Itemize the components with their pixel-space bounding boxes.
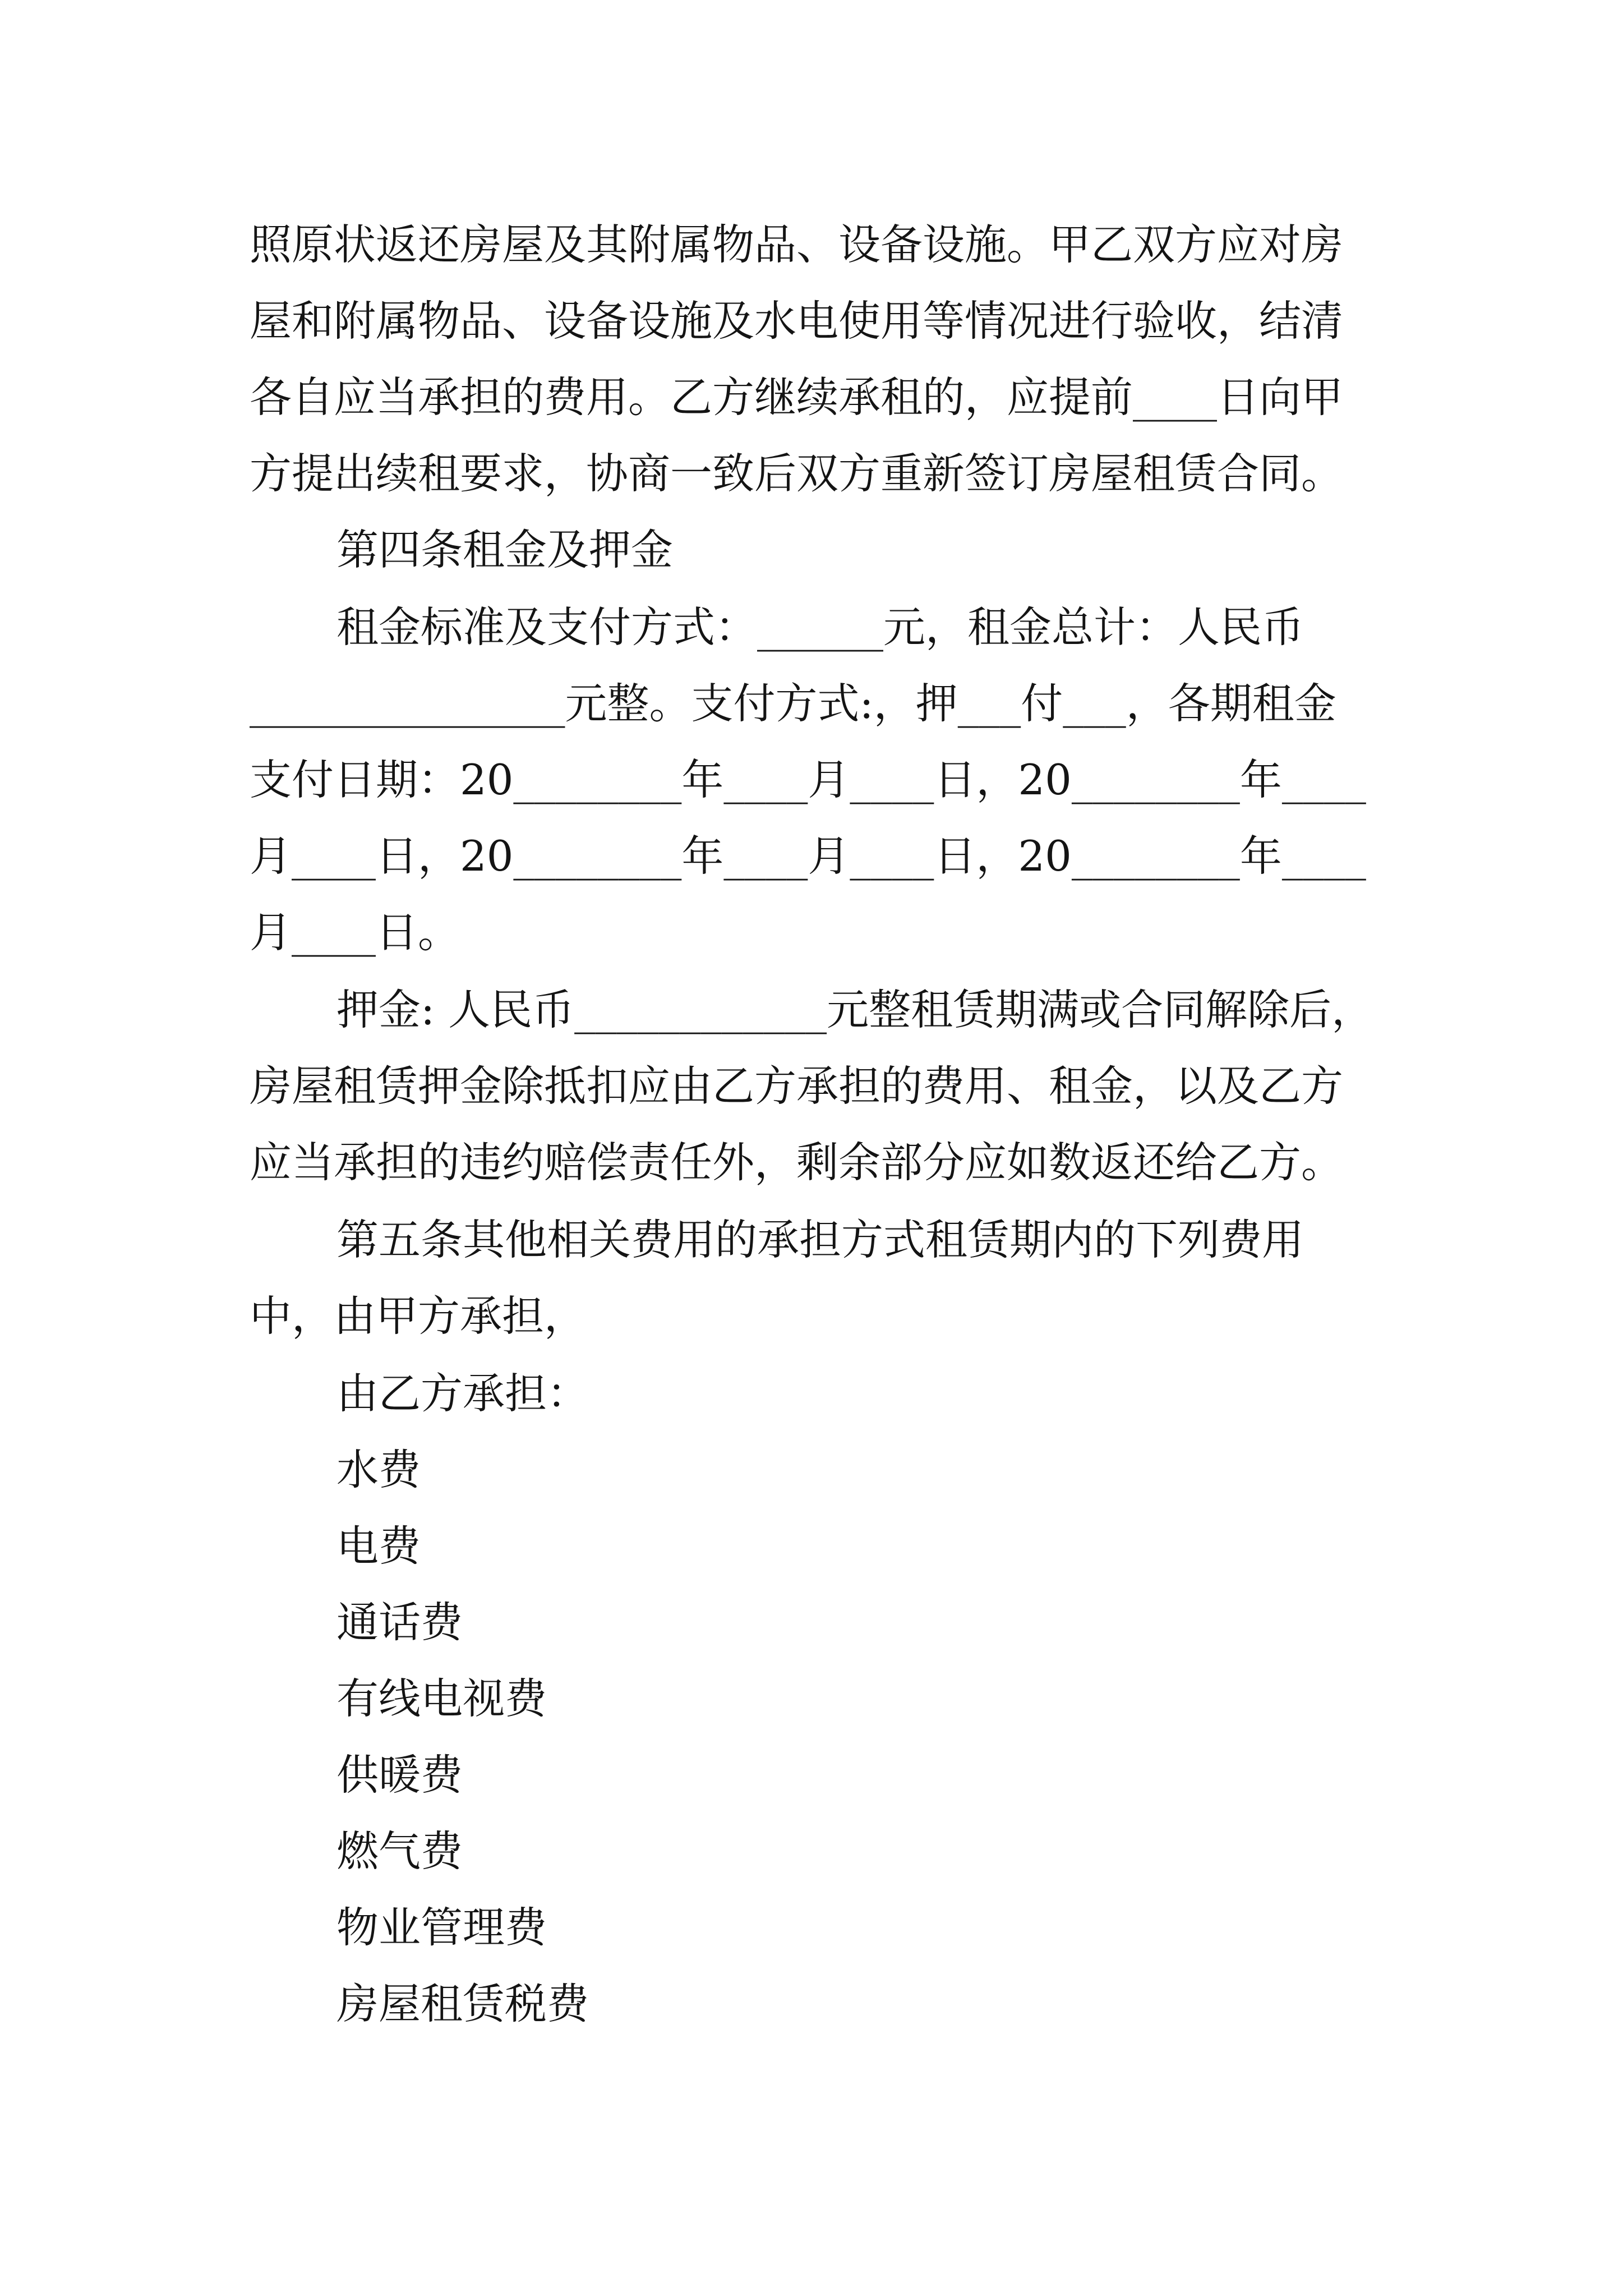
body-line: 屋和附属物品、设备设施及水电使用等情况进行验收，结清 — [250, 296, 1344, 346]
body-line: 押金: 人民币____________元整租赁期满或合同解除后， — [336, 985, 1374, 1034]
fee-item: 电费 — [336, 1521, 421, 1571]
fee-item: 供暖费 — [336, 1750, 463, 1800]
section-heading-article-4: 第四条租金及押金 — [336, 525, 674, 574]
body-line: 方提出续租要求，协商一致后双方重新签订房屋租赁合同。 — [250, 449, 1344, 498]
fee-item: 燃气费 — [336, 1826, 463, 1876]
body-line: _______________元整。支付方式:，押___付___，各期租金 — [250, 679, 1336, 728]
fee-item: 物业管理费 — [336, 1903, 547, 1952]
body-line: 房屋租赁押金除抵扣应由乙方承担的费用、租金，以及乙方 — [250, 1061, 1344, 1111]
body-line: 月____日，20________年____月____日，20________年____ — [250, 831, 1366, 881]
body-line: 由乙方承担： — [336, 1369, 589, 1418]
fee-item: 通话费 — [336, 1598, 463, 1647]
body-line: 应当承担的违约赔偿责任外，剩余部分应如数返还给乙方。 — [250, 1138, 1344, 1187]
body-line: 中，由甲方承担， — [250, 1291, 587, 1341]
fee-item: 有线电视费 — [336, 1674, 547, 1723]
fee-item: 水费 — [336, 1445, 421, 1494]
body-line: 支付日期：20________年____月____日，20________年____ — [250, 755, 1366, 804]
body-line: 各自应当承担的费用。乙方继续承租的，应提前____日向甲 — [250, 372, 1344, 422]
body-line: 照原状返还房屋及其附属物品、设备设施。甲乙双方应对房 — [250, 220, 1344, 269]
body-line: 租金标准及支付方式：______元，租金总计：人民币 — [336, 602, 1304, 652]
body-line: 月____日。 — [250, 908, 460, 957]
section-heading-article-5: 第五条其他相关费用的承担方式租赁期内的下列费用 — [336, 1215, 1304, 1264]
fee-item: 房屋租赁税费 — [336, 1979, 589, 2028]
